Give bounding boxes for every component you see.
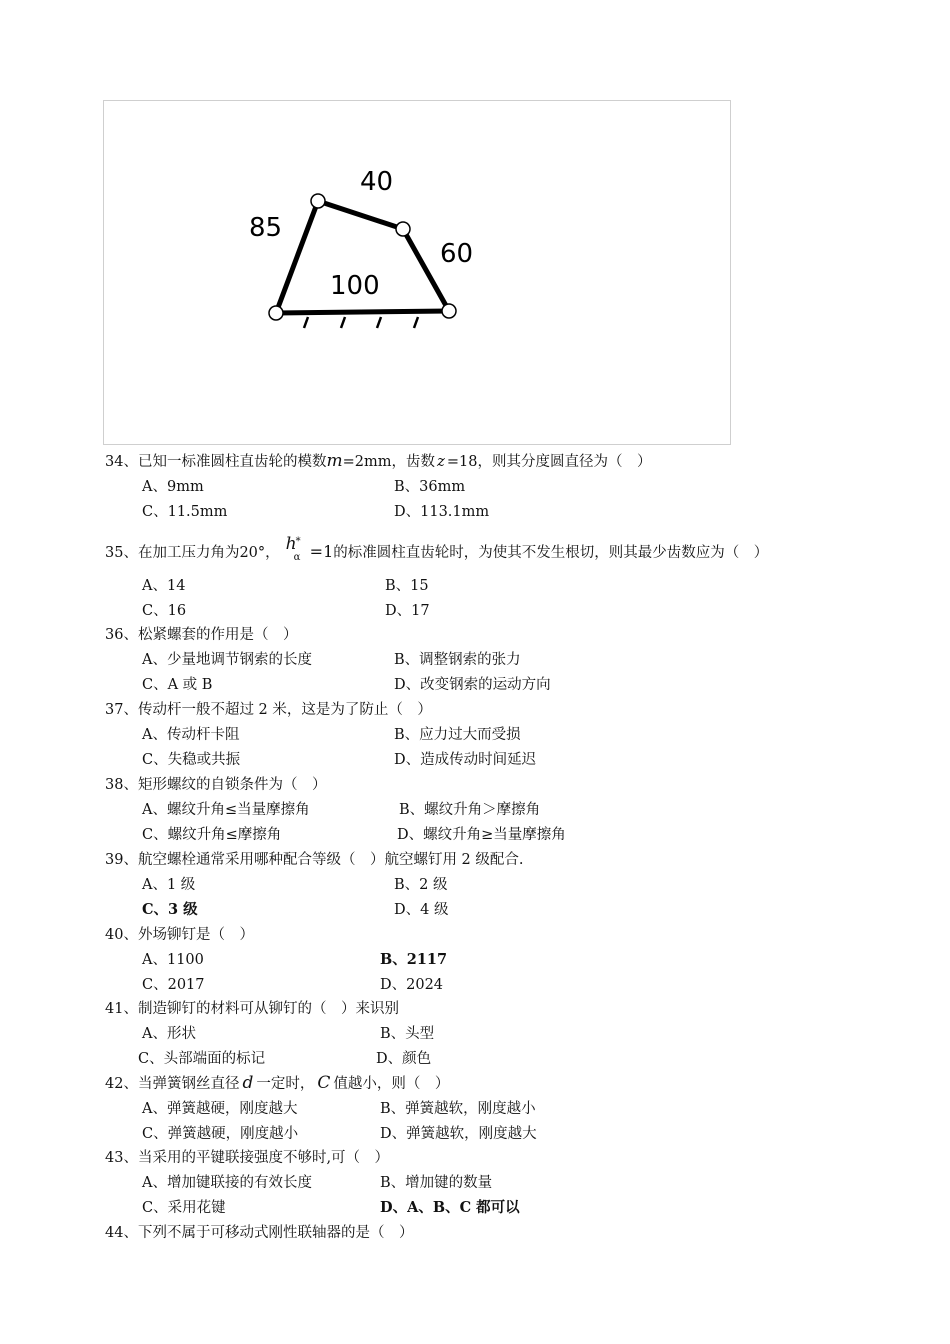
q34-text-c: =18，则其分度圆直径为（ ） xyxy=(446,454,652,470)
q35-symbol-eq: =1 xyxy=(309,542,334,561)
label-right-link: 60 xyxy=(440,239,474,269)
q34-text-b: =2mm，齿数 xyxy=(342,454,435,470)
q42-option-d: D、弹簧越软，刚度越大 xyxy=(380,1126,537,1142)
q35-option-d: D、17 xyxy=(385,603,430,619)
q40-option-c: C、2017 xyxy=(142,977,205,993)
q41-option-b: B、头型 xyxy=(380,1026,435,1042)
q42-text-c: 值越小，则（ ） xyxy=(333,1076,450,1092)
question-34 xyxy=(105,452,651,471)
q34-text-a: 34、已知一标准圆柱直齿轮的模数 xyxy=(105,454,327,470)
q38-option-a: A、螺纹升角≤当量摩擦角 xyxy=(142,802,310,818)
q42-text-a: 42、当弹簧钢丝直径 xyxy=(105,1076,240,1092)
joint-b xyxy=(311,194,325,208)
question-44: 44、下列不属于可移动式刚性联轴器的是（ ） xyxy=(105,1225,414,1241)
q37-option-a: A、传动杆卡阻 xyxy=(142,727,240,743)
q39-option-d: D、4 级 xyxy=(394,902,449,918)
ground-hatching xyxy=(304,317,418,328)
q42-option-c: C、弹簧越硬，刚度越小 xyxy=(142,1126,299,1142)
q35-text-b: 的标准圆柱直齿轮时，为使其不发生根切，则其最少齿数应为（ ） xyxy=(333,545,769,561)
four-bar-linkage-diagram xyxy=(104,101,732,446)
q43-option-d: D、A、B、C 都可以 xyxy=(380,1199,520,1216)
question-37: 37、传动杆一般不超过 2 米，这是为了防止（ ） xyxy=(105,702,432,718)
q42-symbol-c: C xyxy=(317,1073,331,1093)
q35-option-a: A、14 xyxy=(142,578,186,594)
question-40: 40、外场铆钉是（ ） xyxy=(105,927,254,943)
q34-option-c: C、11.5mm xyxy=(142,504,228,520)
joint-d xyxy=(442,304,456,318)
link-40 xyxy=(318,201,403,229)
joint-a xyxy=(269,306,283,320)
label-bottom-link: 100 xyxy=(330,271,380,301)
q39-option-c: C、3 级 xyxy=(142,901,198,918)
q42-option-b: B、弹簧越软，刚度越小 xyxy=(380,1101,536,1117)
joint-c xyxy=(396,222,410,236)
q41-option-a: A、形状 xyxy=(142,1026,196,1042)
q41-option-c: C、头部端面的标记 xyxy=(138,1051,266,1067)
q35-symbol-h-alpha-star: h * α xyxy=(285,534,301,563)
q36-option-d: D、改变钢索的运动方向 xyxy=(394,677,551,693)
q34-symbol-m: m xyxy=(326,451,343,471)
q40-option-b: B、2117 xyxy=(380,951,448,968)
q43-option-b: B、增加键的数量 xyxy=(380,1175,493,1191)
question-39: 39、航空螺栓通常采用哪种配合等级（ ）航空螺钉用 2 级配合. xyxy=(105,852,524,868)
q42-option-a: A、弹簧越硬，刚度越大 xyxy=(142,1101,298,1117)
label-left-link: 85 xyxy=(249,213,283,243)
q43-option-a: A、增加键联接的有效长度 xyxy=(142,1175,312,1191)
question-43: 43、当采用的平键联接强度不够时,可（ ） xyxy=(105,1150,390,1166)
q35-option-c: C、16 xyxy=(142,603,187,619)
q39-option-a: A、1 级 xyxy=(142,877,196,893)
q37-option-d: D、造成传动时间延迟 xyxy=(394,752,537,768)
q42-text-b: 一定时， xyxy=(256,1076,315,1092)
q38-option-b: B、螺纹升角＞摩擦角 xyxy=(399,802,541,818)
q37-option-c: C、失稳或共振 xyxy=(142,752,241,768)
q34-option-a: A、9mm xyxy=(142,479,204,495)
question-41: 41、制造铆钉的材料可从铆钉的（ ）来识别 xyxy=(105,1001,399,1017)
q40-option-d: D、2024 xyxy=(380,977,444,993)
q36-option-c: C、A 或 B xyxy=(142,677,213,693)
q41-option-d: D、颜色 xyxy=(376,1051,432,1067)
question-42 xyxy=(105,1074,449,1093)
link-85 xyxy=(276,201,318,313)
q43-option-c: C、采用花键 xyxy=(142,1200,226,1216)
q36-option-b: B、调整钢索的张力 xyxy=(394,652,521,668)
q35-option-b: B、15 xyxy=(385,578,429,594)
question-35 xyxy=(105,534,769,563)
q34-symbol-z: z xyxy=(436,452,445,470)
link-100-ground xyxy=(276,311,449,313)
label-top-link: 40 xyxy=(360,167,394,197)
q39-option-b: B、2 级 xyxy=(394,877,448,893)
q40-option-a: A、1100 xyxy=(142,952,204,968)
q38-option-d: D、螺纹升角≥当量摩擦角 xyxy=(397,827,566,843)
linkage-figure xyxy=(103,100,731,445)
q36-option-a: A、少量地调节钢索的长度 xyxy=(142,652,312,668)
q34-option-b: B、36mm xyxy=(394,479,466,495)
q38-option-c: C、螺纹升角≤摩擦角 xyxy=(142,827,282,843)
question-38: 38、矩形螺纹的自锁条件为（ ） xyxy=(105,777,327,793)
q35-text-a: 35、在加工压力角为20°， xyxy=(105,545,280,561)
q34-option-d: D、113.1mm xyxy=(394,504,490,520)
question-36: 36、松紧螺套的作用是（ ） xyxy=(105,627,298,643)
q42-symbol-d: d xyxy=(242,1073,254,1093)
q37-option-b: B、应力过大而受损 xyxy=(394,727,521,743)
